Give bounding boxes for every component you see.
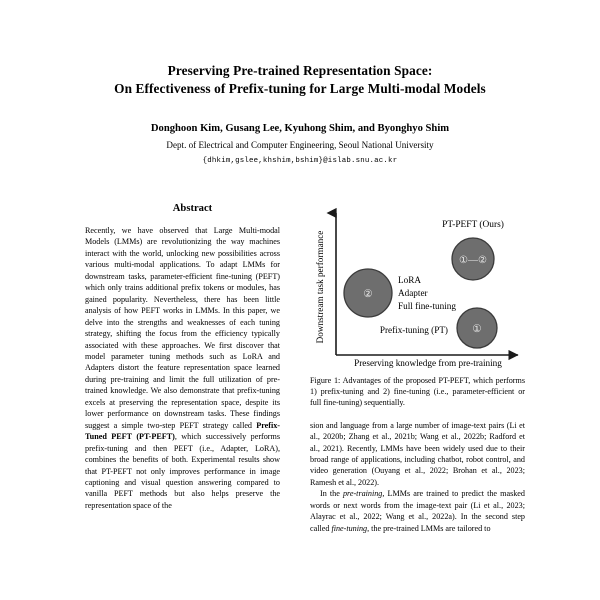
abstract-text-part-1: Recently, we have observed that Large Multi-modal Models (LMMs) are revolutionizing the way machines interact with the world, unlocking new possibilities across various multi-modal applications. To adapt LMMs for downstream tasks, parameter-efficient fine-tuning (PEFT) which only trains additional prefix tokens or modules, has gained popularity. Nevertheless, there has been little analysis of how PEFT works in LMMs. In this paper, we delve into the strengths and weaknesses of each tuning strategy, shifting the focus from the efficiency typically associated with these approaches. We first discover that model parameter tuning methods such as LoRA and Adapters distort the feature representation space learned during pre-training and limit the full utilization of pre-trained knowledge. We also demonstrate that prefix-tuning excels at preserving the representation space, despite its lower performance on downstream tasks. These findings suggest a simple two-step PEFT strategy called [85,226,280,430]
right-paragraph-2 [310,488,525,534]
figure-caption-label: Figure 1: [310,376,341,385]
x-axis-label: Preserving knowledge from pre-training [354,358,502,368]
right-paragraph-1: sion and language from a large number of image-text pairs (Li et al., 2020b; Zhang et al., 2021b; Wang et al., 2022b; Radford et al., 2021). Recently, LMMs have been widely used due to their broad range of applications, including chatbot, robot control, and video generation (Ouyang et al., 2022; Brohan et al., 2023; Ramesh et al., 2022). [310,420,525,487]
right-column [310,203,525,534]
figure-1-caption [310,375,525,409]
page-title [52,62,548,98]
left-column [85,203,300,511]
bubble-lora-marker: ② [363,289,373,300]
author-list: Donghoon Kim, Gusang Lee, Kyuhong Shim, and Byonghyo Shim [150,123,450,134]
figure-1-graphic [310,203,525,368]
abstract-bold-term: Prefix-Tuned PEFT (PT-PEFT) [85,420,280,442]
figure-caption-text: Advantages of the proposed PT-PEFT, which performs 1) prefix-tuning and 2) fine-tuning (i.e., parameter-efficient or full fine-tuning) sequentially. [310,376,525,408]
abstract-text-part-2: , which successively performs prefix-tuning and then PEFT (i.e., Adapter, LoRA), combines the benefits of both. Experimental results show that PT-PEFT not only improves performance in image captioning and visual question answering compared to vanilla PEFT methods but also helps preserve the representation space of the [85,432,280,510]
right-column-body [310,420,525,535]
author-emails: {dhkim,gslee,khshim,bshim}@islab.snu.ac.kr [202,157,398,165]
bubble-lora-label-line-2: Adapter [398,288,428,298]
y-axis-label: Downstream task performance [315,230,325,344]
figure-1 [310,203,525,368]
right-p2-italic-2: fine-tuning [331,523,368,533]
right-p2-part-c: , the pre-trained LMMs are tailored to [367,523,491,533]
bubble-prefix-marker: ① [472,324,482,335]
bubble-pt-peft-label: PT-PEFT (Ours) [442,220,504,230]
abstract-body [85,225,280,511]
right-p2-italic-1: pre-training [342,489,383,499]
title-block [0,0,600,165]
bubble-pt-peft-marker: ①—② [459,255,487,266]
title-line-1: Preserving Pre-trained Representation Space: [167,63,433,78]
bubble-lora-label-line-1: LoRA [398,275,421,285]
abstract-paragraph [85,225,280,511]
bubble-lora-label-line-3: Full fine-tuning [398,301,456,311]
bubble-prefix-label: Prefix-tuning (PT) [379,325,448,335]
two-column-body [0,203,600,600]
right-p2-part-b: , LMMs are trained to predict the masked words or next words from the image-text pair (Li et al., 2023; Alayrac et al., 2022; Wang et al., 2022a). In the second step called [310,489,525,533]
affiliation: Dept. of Electrical and Computer Engineering, Seoul National University [166,140,434,150]
right-p2-part-a: In the [320,489,343,499]
abstract-heading: Abstract [172,203,213,214]
title-line-2: On Effectiveness of Prefix-tuning for Large Multi-modal Models [114,81,486,96]
